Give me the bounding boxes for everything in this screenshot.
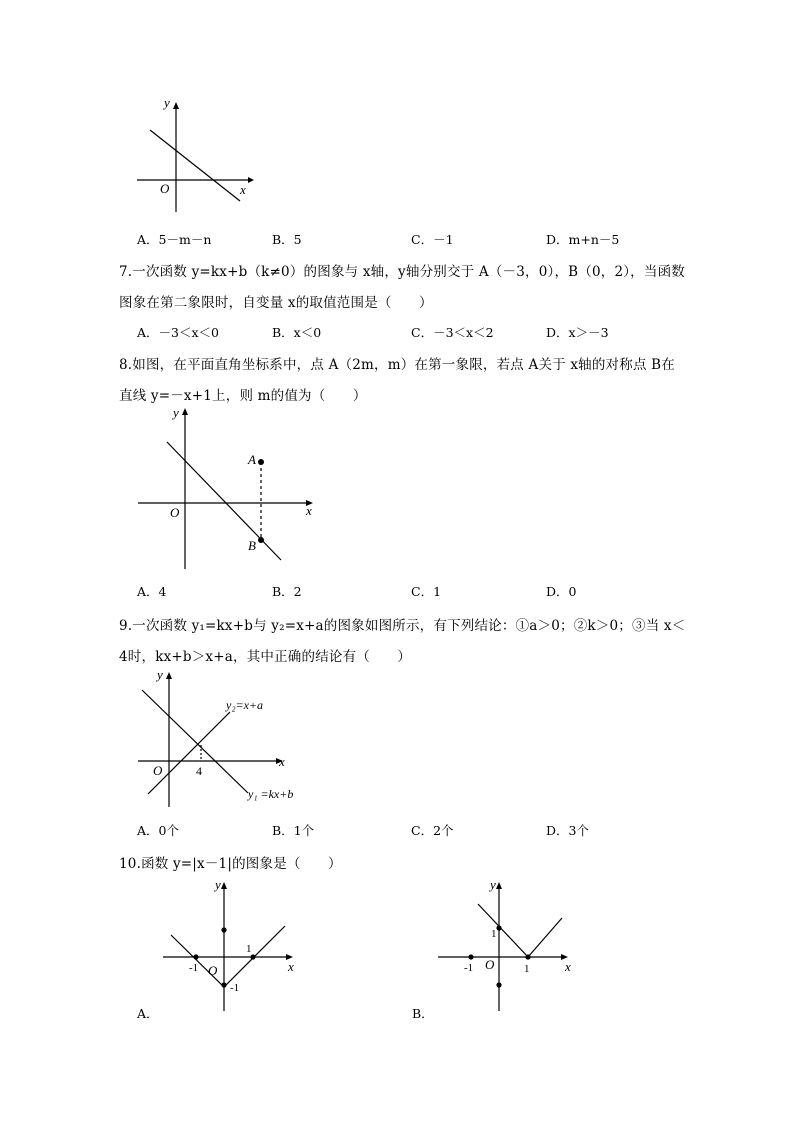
x-label: x (279, 754, 285, 769)
point-top (496, 925, 501, 930)
point-pos1 (250, 954, 255, 959)
q8-text-line2: 直线 y=－x+1上，则 m的值为（ ） (119, 388, 367, 404)
y1-label: y₁ =kx+b (248, 787, 294, 801)
q6-option-d: D．m+n－5 (546, 232, 620, 247)
point-top (221, 927, 226, 932)
q8-text-line1: 8.如图，在平面直角坐标系中，点 A（2m，m）在第一象限，若点 A关于 x轴的对称点 B在 (119, 357, 675, 373)
x-axis-arrow (248, 177, 254, 183)
origin-label: O (485, 957, 495, 972)
neg1-label: -1 (464, 962, 474, 974)
point-neg1 (193, 954, 198, 959)
q8-option-b: B．2 (272, 584, 302, 599)
origin-label: O (153, 763, 163, 778)
y-label: y (490, 877, 496, 892)
q6-option-b: B．5 (272, 232, 302, 247)
minus1-label: -1 (230, 982, 240, 994)
point-b-label: B (248, 538, 256, 553)
y-axis-arrow (221, 882, 227, 889)
y-label: y (164, 95, 170, 110)
q9-figure (130, 665, 320, 810)
point-pos1 (525, 954, 530, 959)
pos1-label: 1 (246, 943, 252, 955)
neg1-label: -1 (189, 962, 199, 974)
q9-option-a: A．0个 (137, 823, 179, 838)
q7-option-c: C．－3＜x＜2 (411, 325, 494, 340)
q10-figure-b (430, 875, 580, 1015)
q8-option-c: C．1 (411, 584, 442, 599)
point-b (258, 537, 264, 543)
origin-label: O (170, 505, 180, 520)
q7-text-line2: 图象在第二象限时，自变量 x的取值范围是（ ） (119, 295, 433, 311)
y2-label: y₂=x+a (226, 698, 264, 712)
q7-text-line1: 7.一次函数 y=kx+b（k≠0）的图象与 x轴，y轴分别交于 A（－3，0），B（0，2），当函数 (119, 264, 685, 280)
q8-option-a: A．4 (137, 584, 167, 599)
point-bottom (496, 982, 501, 987)
line-y2 (148, 712, 230, 794)
y-label: y (215, 877, 221, 892)
q9-option-c: C．2个 (411, 823, 454, 838)
x-label: x (288, 959, 294, 974)
q7-option-b: B．x＜0 (272, 325, 322, 340)
point-a-label: A (248, 452, 256, 467)
q9-text-line2: 4时，kx+b＞x+a，其中正确的结论有（ ） (119, 649, 412, 665)
point-bottom (221, 982, 226, 987)
y-axis-arrow (182, 408, 188, 415)
tick-4-label: 4 (196, 764, 202, 778)
q8-figure (130, 405, 320, 575)
q10-option-b: B． (412, 1006, 434, 1021)
q10-option-a: A． (137, 1006, 159, 1021)
q7-option-d: D．x＞－3 (546, 325, 609, 340)
pos1-label: 1 (524, 963, 530, 975)
point-neg1 (468, 954, 473, 959)
origin-label: O (160, 181, 170, 196)
top1-label: 1 (491, 928, 497, 940)
q10-figure-a (155, 875, 305, 1015)
q7-option-a: A．－3＜x＜0 (137, 325, 219, 340)
q9-text-line1: 9.一次函数 y₁=kx+b与 y₂=x+a的图象如图所示，有下列结论：①a＞0；②k＞0；③当 x＜ (119, 618, 686, 634)
q6-figure (130, 95, 260, 220)
x-label: x (306, 503, 312, 518)
y-axis-arrow (173, 102, 179, 109)
y-label: y (157, 667, 163, 682)
q9-option-b: B．1个 (272, 823, 315, 838)
q9-option-d: D．3个 (546, 823, 589, 838)
q8-option-d: D．0 (546, 584, 577, 599)
origin-label: O (208, 963, 218, 978)
y-label: y (173, 405, 179, 420)
point-a (258, 459, 264, 465)
x-label: x (240, 182, 246, 197)
q6-option-c: C．－1 (411, 232, 454, 247)
y-axis-arrow (166, 672, 172, 679)
x-label: x (565, 959, 571, 974)
q6-option-a: A．5－m－n (137, 232, 212, 247)
y-axis-arrow (496, 882, 502, 889)
q10-text-line1: 10.函数 y=|x－1|的图象是（ ） (119, 856, 342, 872)
graph-line (167, 442, 281, 560)
